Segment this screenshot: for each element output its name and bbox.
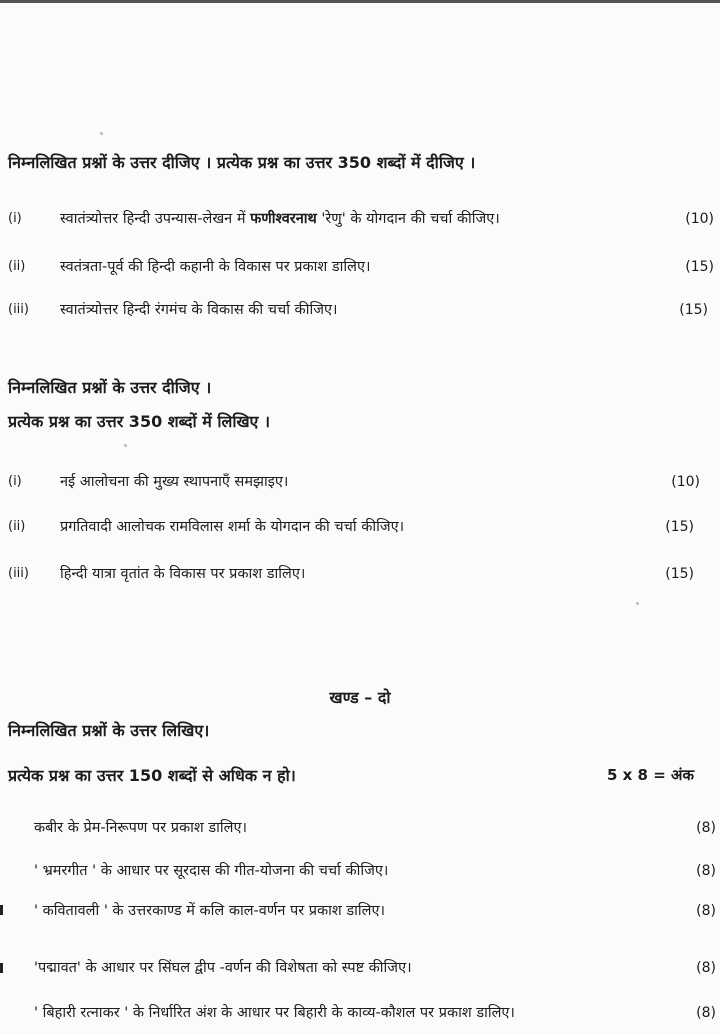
q2-1-marks: (10) [671,474,700,490]
q3-3-marks: (8) [696,903,716,919]
section2-instruction-line2: प्रत्येक प्रश्न का उत्तर 350 शब्दों में लिखिए । [8,412,271,431]
q1-1-text: स्वातंत्र्योत्तर हिन्दी उपन्यास-लेखन में फणीश्वरनाथ 'रेणु' के योगदान की चर्चा कीजिए। [60,211,500,227]
q1-3-marks: (15) [679,302,708,318]
scan-speck [100,132,103,135]
top-border [0,0,720,3]
q1-3-text: स्वातंत्र्योत्तर हिन्दी रंगमंच के विकास की चर्चा कीजिए। [60,302,338,318]
q1-2-text: स्वतंत्रता-पूर्व की हिन्दी कहानी के विकास पर प्रकाश डालिए। [60,259,371,275]
q2-2-number: (ii) [8,519,26,534]
q3-2-text: ' भ्रमरगीत ' के आधार पर सूरदास की गीत-योजना की चर्चा कीजिए। [34,863,389,879]
q3-3-text: ' कवितावली ' के उत्तरकाण्ड में कलि काल-वर्णन पर प्रकाश डालिए। [34,903,385,919]
scan-edge-mark [0,905,3,915]
q3-5-text: ' बिहारी रत्नाकर ' के निर्धारित अंश के आधार पर बिहारी के काव्य-कौशल पर प्रकाश डालिए। [34,1005,515,1021]
section1-instruction: निम्नलिखित प्रश्नों के उत्तर दीजिए । प्रत्येक प्रश्न का उत्तर 350 शब्दों में दीजिए । [8,153,476,172]
section2-instruction-line1: निम्नलिखित प्रश्नों के उत्तर दीजिए । [8,378,212,397]
scan-speck [636,602,639,605]
q3-2-marks: (8) [696,863,716,879]
scan-edge-mark [0,963,3,973]
q2-1-text: नई आलोचना की मुख्य स्थापनाएँ समझाइए। [60,474,289,490]
q3-4-text: 'पद्मावत' के आधार पर सिंघल द्वीप -वर्णन की विशेषता को स्पष्ट कीजिए। [34,960,412,976]
q1-1-marks: (10) [685,211,714,227]
q1-3-number: (iii) [8,302,29,317]
q2-2-marks: (15) [665,519,694,535]
q1-2-marks: (15) [685,259,714,275]
q2-1-number: (i) [8,474,22,489]
part2-title: खण्ड – दो [329,688,391,707]
q1-1-number: (i) [8,211,22,226]
part2-instruction-line2: प्रत्येक प्रश्न का उत्तर 150 शब्दों से अधिक न हो। [8,766,296,785]
q1-1-bold-name: फणीश्वरनाथ [250,211,317,227]
q3-1-marks: (8) [696,820,716,836]
q3-1-text: कबीर के प्रेम-निरूपण पर प्रकाश डालिए। [34,820,248,836]
q3-4-marks: (8) [696,960,716,976]
q2-3-text: हिन्दी यात्रा वृतांत के विकास पर प्रकाश डालिए। [60,566,306,582]
q2-3-number: (iii) [8,566,29,581]
q3-5-marks: (8) [696,1005,716,1021]
q2-3-marks: (15) [665,566,694,582]
q2-2-text: प्रगतिवादी आलोचक रामविलास शर्मा के योगदान की चर्चा कीजिए। [60,519,405,535]
part2-total-marks: 5 x 8 = अंक [607,766,694,784]
q1-2-number: (ii) [8,259,26,274]
part2-instruction-line1: निम्नलिखित प्रश्नों के उत्तर लिखिए। [8,721,210,740]
scan-speck [124,444,127,447]
